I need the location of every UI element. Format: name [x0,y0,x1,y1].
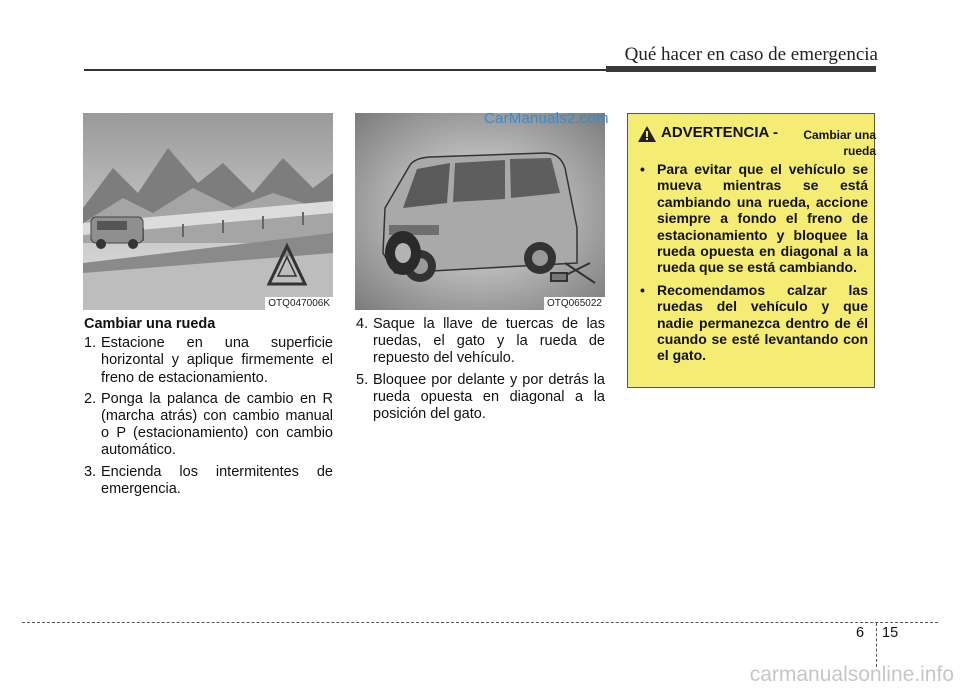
highway-scene-image [83,113,333,310]
chapter-number: 6 [856,625,865,641]
warning-title: ADVERTENCIA - [661,124,778,141]
step-number: 1. [84,335,97,352]
step-number: 3. [84,463,97,480]
header-rule-accent [606,66,876,72]
vehicle-scene-image [355,113,605,310]
section-header-title: Qué hacer en caso de emergencia [624,44,878,65]
watermark-link[interactable]: CarManuals2.com [484,110,609,127]
bullet: • [640,161,645,177]
warning-box [627,113,875,388]
step-number: 4. [356,316,369,332]
list-item [356,316,605,368]
list-item [638,161,868,276]
warning-header [638,124,876,164]
warning-subtitle: Cambiar una rueda [803,128,876,158]
instructions-column-1 [84,316,333,502]
figure-code: OTQ047006K [265,297,333,310]
list-item [638,282,868,364]
warning-text: Para evitar que el vehículo se mueva mientras se está cambiando una rueda, accione siempre a fondo el freno de estacionamiento y bloquee la rueda opuesta en diagonal a la rueda que se está cambiando. [657,161,868,276]
hazard-triangle-illustration [83,113,333,310]
spare-tire-icon [385,231,421,275]
step-text: Bloquee por delante y por detrás la rueda opuesta en diagonal a la posición del gato. [373,371,605,423]
list-item [84,335,333,387]
step-text: Ponga la palanca de cambio en R (marcha atrás) con cambio manual o P (estacionamiento) con cambio automático. [101,390,333,459]
step-text: Saque la llave de tuercas de las ruedas, el gato y la rueda de repuesto del vehículo. [373,316,605,367]
list-item [84,391,333,460]
step-text: Encienda los intermitentes de emergencia. [101,463,333,497]
page-number: 15 [882,625,899,641]
bullet: • [640,281,645,298]
warning-text: Recomendamos calzar las ruedas del vehículo y que nadie permanezca dentro de él cuando se esté levantando con el gato. [657,281,868,364]
step-number: 5. [356,371,369,388]
warning-list [638,161,868,370]
footer-watermark: carmanualsonline.info [749,663,954,686]
step-list [84,335,333,498]
step-list [356,316,605,423]
warning-icon [638,126,656,142]
list-item [84,464,333,498]
page-number-divider [876,623,877,667]
footer-divider [22,622,938,623]
step-text: Estacione en una superficie horizontal y aplique firmemente el freno de estacionamiento. [101,335,333,386]
section-heading: Cambiar una rueda [84,316,216,332]
list-item [356,372,605,424]
figure-code: OTQ065022 [544,297,605,310]
instructions-column-2 [356,316,605,427]
step-number: 2. [84,390,97,407]
header-rule [84,69,608,71]
vehicle-spare-tire-illustration [355,113,605,310]
